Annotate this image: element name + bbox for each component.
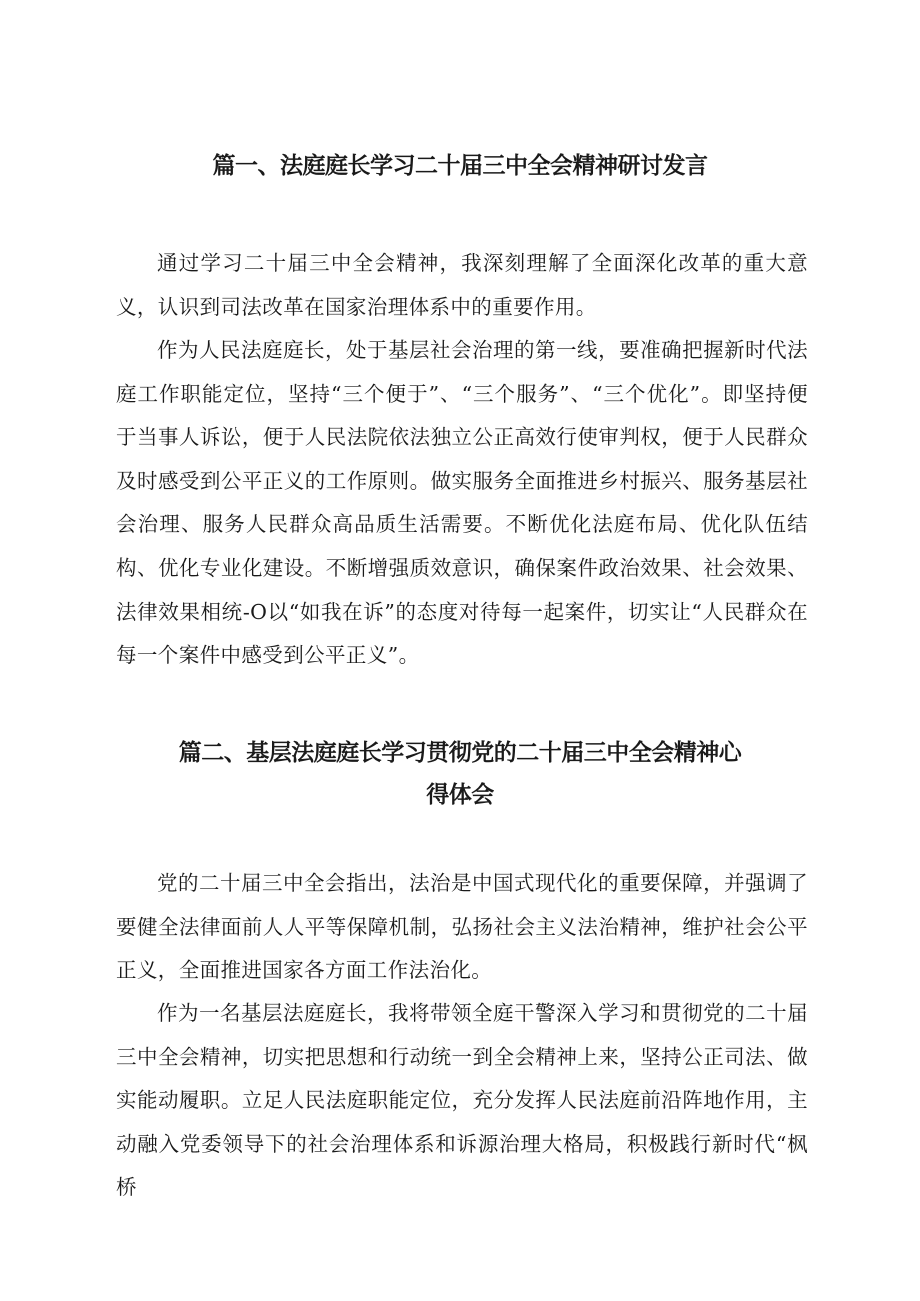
section-2-paragraph-1: 党的二十届三中全会指出，法治是中国式现代化的重要保障，并强调了要健全法律面前人人平等保障机制，弘扬社会主义法治精神，维护社会公平正义，全面推进国家各方面工作法治化。	[116, 871, 808, 983]
section-1-title: 篇一、法庭庭长学习二十届三中全会精神研讨发言	[212, 153, 708, 179]
section-2-title	[0, 732, 920, 816]
section-2-title-line-2: 得体会	[426, 782, 494, 808]
section-2-title-line-1: 篇二、基层法庭庭长学习贯彻党的二十届三中全会精神心	[178, 740, 742, 766]
section-1-paragraph-1: 通过学习二十届三中全会精神，我深刻理解了全面深化改革的重大意义，认识到司法改革在国家治理体系中的重要作用。	[116, 251, 808, 319]
section-1-paragraph-2: 作为人民法庭庭长，处于基层社会治理的第一线，要准确把握新时代法庭工作职能定位，坚持“三个便于”、“三个服务”、“三个优化”。即坚持便于当事人诉讼，便于人民法院依法独立公正高效行使审判权，便于人民群众及时感受到公平正义的工作原则。做实服务全面推进乡村振兴、服务基层社会治理、服务人民群众高品质生活需要。不断优化法庭布局、优化队伍结构、优化专业化建设。不断增强质效意识，确保案件政治效果、社会效果、法律效果相统-O以“如我在诉”的态度对待每一起案件，切实让“人民群众在每一个案件中感受到公平正义”。	[116, 338, 808, 668]
section-2-paragraph-2: 作为一名基层法庭庭长，我将带领全庭干警深入学习和贯彻党的二十届三中全会精神，切实把思想和行动统一到全会精神上来，坚持公正司法、做实能动履职。立足人民法庭职能定位，充分发挥人民法庭前沿阵地作用，主动融入党委领导下的社会治理体系和诉源治理大格局，积极践行新时代“枫桥	[116, 1001, 808, 1200]
